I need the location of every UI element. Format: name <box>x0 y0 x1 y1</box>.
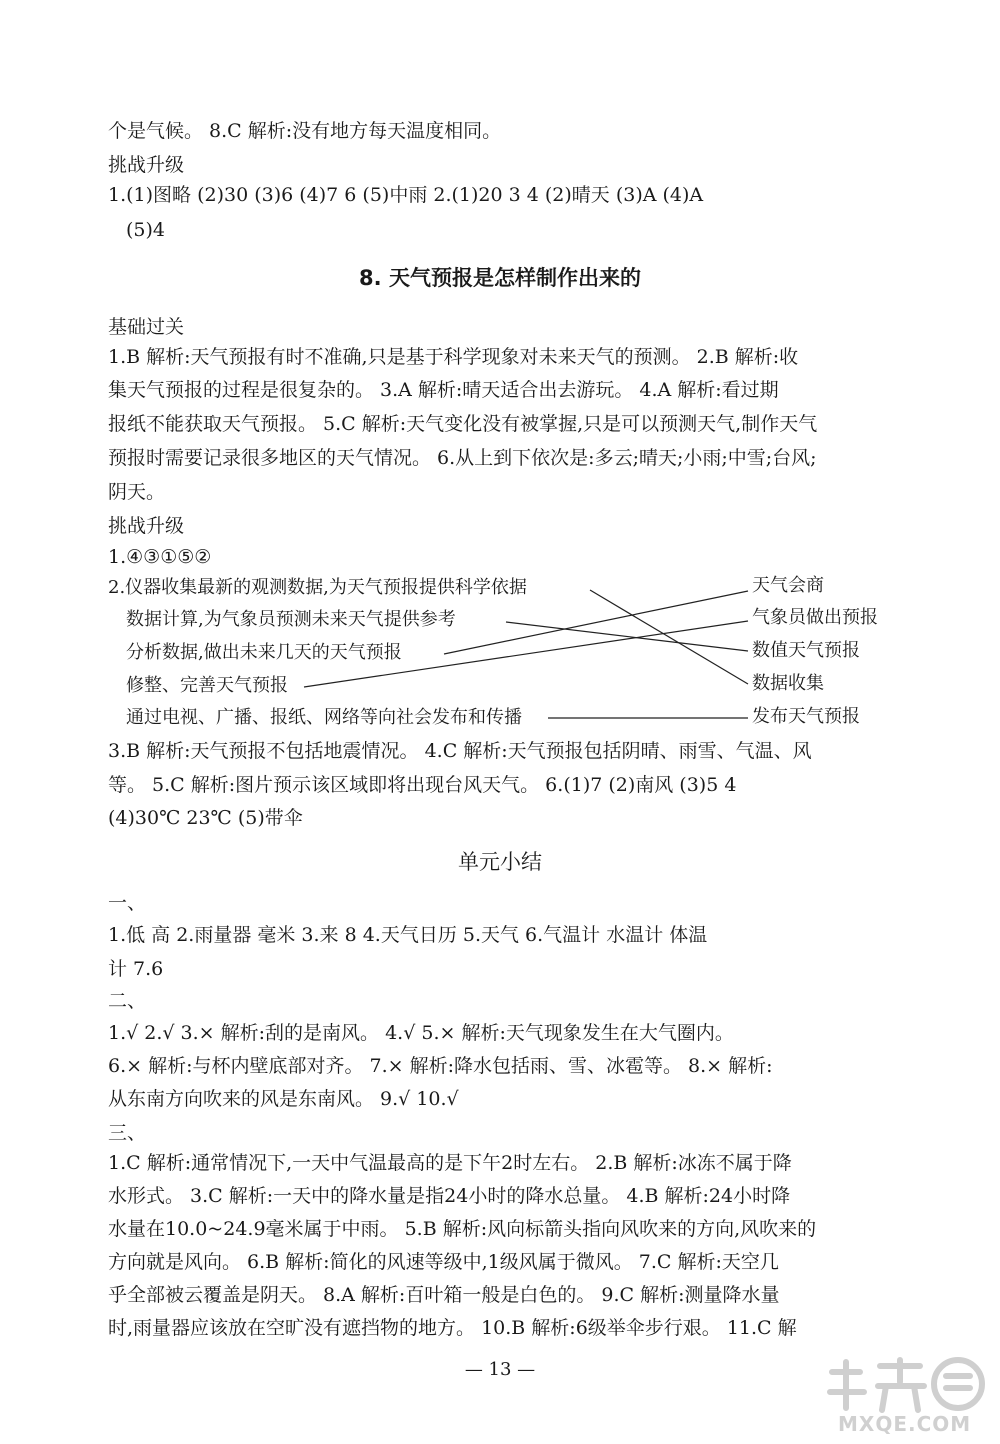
section-heading: 二、 <box>108 990 147 1012</box>
page-number: — 13 — <box>464 1359 536 1380</box>
text-line: 预报时需要记录很多地区的天气情况。 6.从上到下依次是:多云;晴天;小雨;中雪;台风; <box>108 447 817 469</box>
match-left-item: 数据计算,为气象员预测未来天气提供参考 <box>126 609 456 630</box>
section-heading: 三、 <box>108 1122 147 1144</box>
section-heading: 基础过关 <box>108 316 185 338</box>
text-line: 6.× 解析:与杯内壁底部对齐。 7.× 解析:降水包括雨、雪、冰雹等。 8.× 解析: <box>108 1055 773 1077</box>
text-line: 报纸不能获取天气预报。 5.C 解析:天气变化没有被掌握,只是可以预测天气,制作天气 <box>108 413 818 435</box>
match-right-item: 发布天气预报 <box>752 706 860 727</box>
text-line: 3.B 解析:天气预报不包括地震情况。 4.C 解析:天气预报包括阴晴、雨雪、气温、风 <box>108 740 812 762</box>
summary-title: 单元小结 <box>458 850 542 874</box>
match-left-item: 通过电视、广播、报纸、网络等向社会发布和传播 <box>126 707 522 728</box>
connector-line <box>590 590 748 684</box>
match-right-item: 气象员做出预报 <box>752 607 878 628</box>
match-left-item: 分析数据,做出未来几天的天气预报 <box>126 642 402 663</box>
text-line: 1.B 解析:天气预报有时不准确,只是基于科学现象对未来天气的预测。 2.B 解析:收 <box>108 346 799 368</box>
match-right-item: 数值天气预报 <box>752 640 860 661</box>
text-line: 水形式。 3.C 解析:一天中的降水量是指24小时的降水总量。 4.B 解析:24小时降 <box>108 1185 791 1207</box>
text-line: 1.低 高 2.雨量器 毫米 3.来 8 4.天气日历 5.天气 6.气温计 水温计 体温 <box>108 924 708 946</box>
section-heading: 挑战升级 <box>108 515 185 537</box>
text-line: 计 7.6 <box>108 958 164 980</box>
section-heading: 挑战升级 <box>108 154 185 176</box>
text-line: (5)4 <box>126 219 166 241</box>
text-line: (4)30℃ 23℃ (5)带伞 <box>108 807 303 829</box>
match-right-item: 天气会商 <box>752 575 824 596</box>
section-heading: 一、 <box>108 892 147 914</box>
text-line: 等。 5.C 解析:图片预示该区域即将出现台风天气。 6.(1)7 (2)南风 (3)5 4 <box>108 774 737 796</box>
text-line: 乎全部被云覆盖是阴天。 8.A 解析:百叶箱一般是白色的。 9.C 解析:测量降水量 <box>108 1284 780 1306</box>
watermark-text: MXQE.COM <box>838 1412 972 1436</box>
text-line: 水量在10.0~24.9毫米属于中雨。 5.B 解析:风向标箭头指向风吹来的方向,风吹来的 <box>108 1218 817 1240</box>
chapter-title: 8. 天气预报是怎样制作出来的 <box>359 266 641 290</box>
text-line: 阴天。 <box>108 481 166 503</box>
text-line: 个是气候。 8.C 解析:没有地方每天温度相同。 <box>108 120 502 142</box>
text-line: 1.④③①⑤② <box>108 546 212 568</box>
text-line: 1.C 解析:通常情况下,一天中气温最高的是下午2时左右。 2.B 解析:冰冻不属于降 <box>108 1152 792 1174</box>
text-line: 方向就是风向。 6.B 解析:简化的风速等级中,1级风属于微风。 7.C 解析:天空几 <box>108 1251 779 1273</box>
text-line: 从东南方向吹来的风是东南风。 9.√ 10.√ <box>108 1088 459 1110</box>
text-line: 1.(1)图略 (2)30 (3)6 (4)7 6 (5)中雨 2.(1)20 3 4 (2)晴天 (3)A (4)A <box>108 184 704 206</box>
text-line: 1.√ 2.√ 3.× 解析:刮的是南风。 4.√ 5.× 解析:天气现象发生在大气圈内。 <box>108 1022 734 1044</box>
connector-line <box>506 622 748 651</box>
match-right-item: 数据收集 <box>752 673 824 694</box>
text-line: 集天气预报的过程是很复杂的。 3.A 解析:晴天适合出去游玩。 4.A 解析:看过期 <box>108 379 779 401</box>
match-left-item: 修整、完善天气预报 <box>126 675 288 696</box>
text-line: 时,雨量器应该放在空旷没有遮挡物的地方。 10.B 解析:6级举伞步行艰。 11.C 解 <box>108 1317 797 1339</box>
match-left-item: 2.仪器收集最新的观测数据,为天气预报提供科学依据 <box>108 577 527 598</box>
